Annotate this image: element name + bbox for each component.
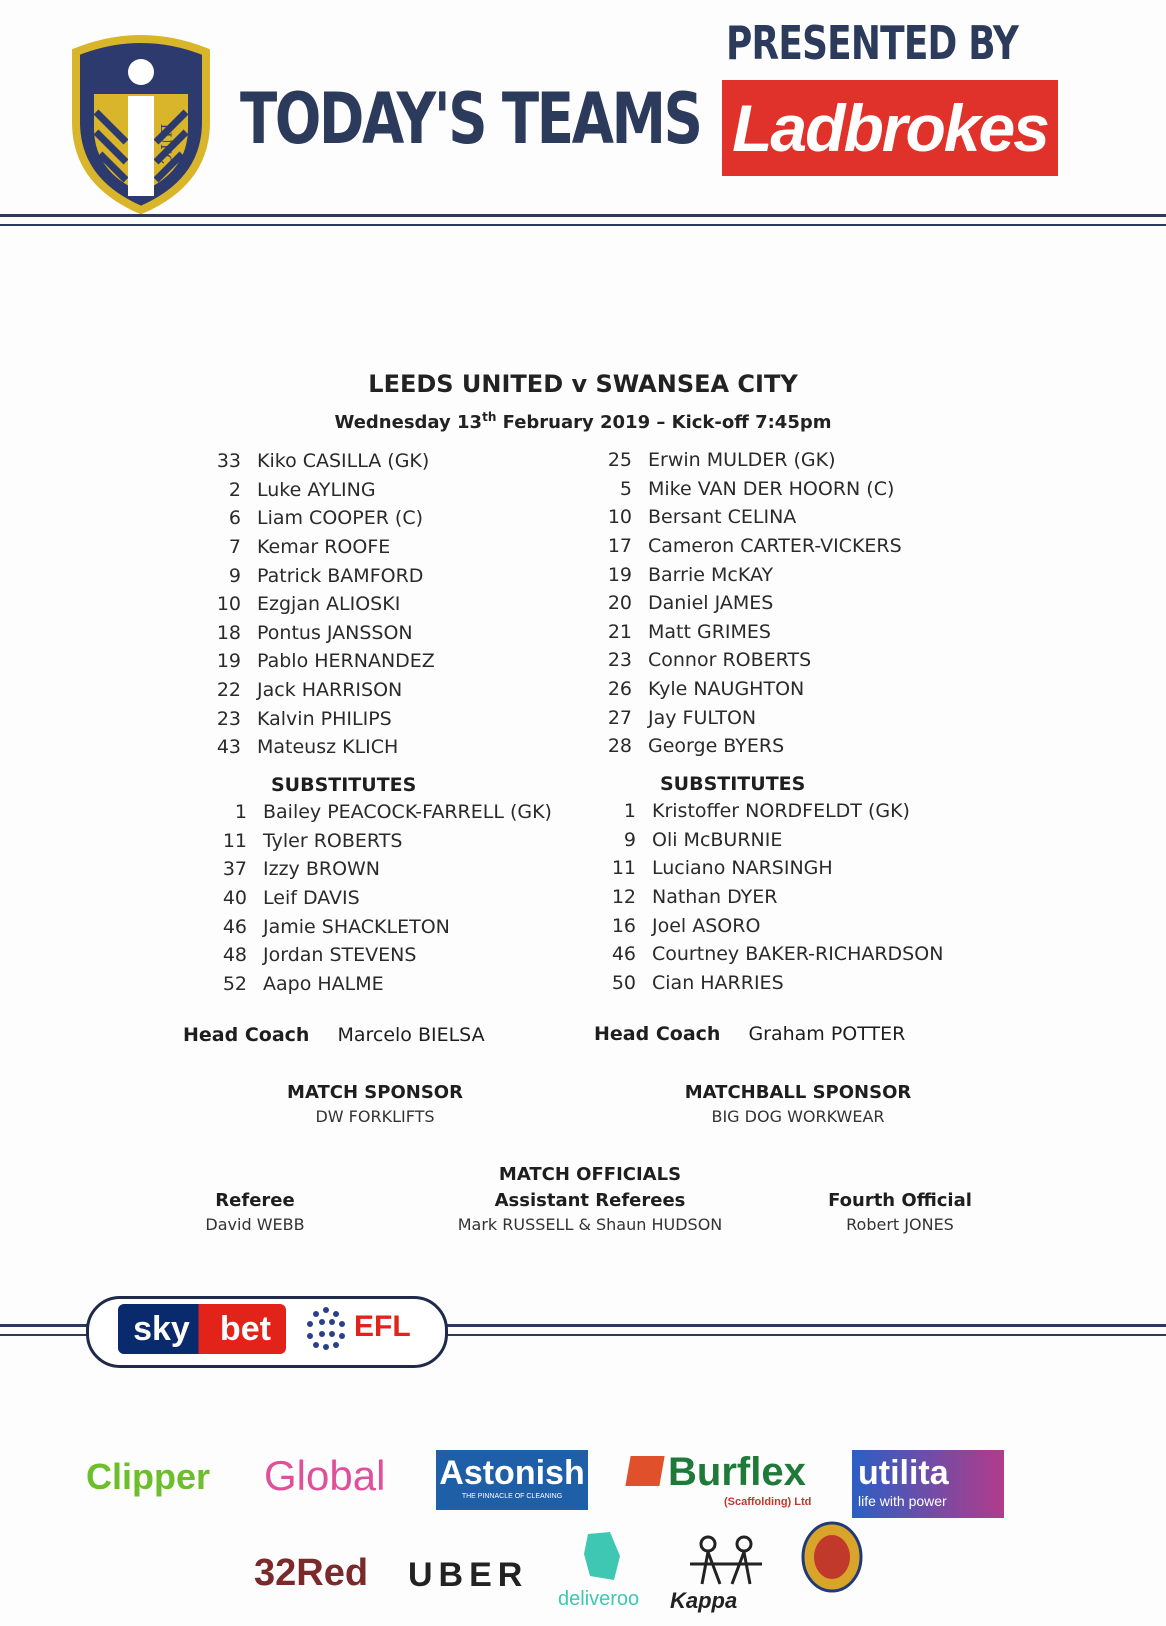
player-row: [205, 590, 625, 619]
officials-heading: MATCH OFFICIALS: [498, 1164, 682, 1185]
player-row: [596, 618, 1016, 647]
player-row: [600, 826, 1020, 855]
clipper-logo: Clipper: [86, 1456, 211, 1497]
player-row: [205, 676, 625, 705]
player-number: 48: [222, 944, 247, 967]
player-row: [596, 446, 1016, 475]
player-row: [205, 619, 625, 648]
efl-logo: EFL: [354, 1310, 411, 1343]
player-name: George BYERS: [648, 735, 785, 758]
player-number: 10: [216, 593, 241, 616]
player-row: [596, 503, 1016, 532]
player-name: Leif DAVIS: [263, 887, 360, 910]
player-name: Jay FULTON: [648, 706, 757, 729]
player-row: [211, 912, 631, 941]
player-name: Kiko CASILLA (GK): [257, 450, 430, 473]
player-name: Izzy BROWN: [263, 858, 381, 881]
player-number: 11: [611, 857, 636, 880]
player-row: [596, 475, 1016, 504]
kappa-figures-icon: [680, 1534, 772, 1586]
referee: Referee David WEBB: [205, 1190, 305, 1234]
player-name: Joel ASORO: [652, 914, 761, 937]
player-row: [596, 589, 1016, 618]
skybet-logo: sky bet: [118, 1304, 286, 1354]
player-row: [596, 532, 1016, 561]
deliveroo-logo: deliveroo: [558, 1588, 640, 1610]
away-coach: Head Coach Graham POTTER: [594, 1023, 906, 1045]
player-row: [596, 675, 1016, 704]
player-name: Bersant CELINA: [648, 506, 797, 529]
player-number: 21: [607, 620, 632, 643]
player-number: 7: [228, 536, 241, 559]
player-row: [600, 883, 1020, 912]
presented-by-label: PRESENTED BY: [726, 16, 1019, 70]
burflex-logo: Burflex: [668, 1450, 806, 1494]
player-name: Bailey PEACOCK-FARRELL (GK): [263, 801, 552, 824]
player-name: Ezgjan ALIOSKI: [257, 593, 401, 616]
player-number: 46: [611, 943, 636, 966]
player-name: Jordan STEVENS: [263, 944, 417, 967]
player-row: [205, 533, 625, 562]
player-row: [600, 797, 1020, 826]
player-number: 5: [619, 477, 632, 500]
uber-logo: UBER: [408, 1556, 529, 1594]
player-name: Daniel JAMES: [648, 592, 774, 615]
player-name: Oli McBURNIE: [652, 828, 783, 851]
player-number: 9: [623, 828, 636, 851]
page-title: TODAY'S TEAMS: [240, 78, 701, 160]
player-row: [205, 733, 625, 762]
player-name: Kemar ROOFE: [257, 536, 391, 559]
fourth-official: Fourth Official Robert JONES: [828, 1190, 972, 1234]
32red-logo: 32Red: [254, 1552, 369, 1594]
player-row: [205, 647, 625, 676]
player-number: 26: [607, 678, 632, 701]
player-row: [205, 561, 625, 590]
ladbrokes-logo: Ladbrokes: [722, 80, 1058, 176]
player-row: [600, 854, 1020, 883]
player-name: Kyle NAUGHTON: [648, 678, 805, 701]
footer-rule-right: [440, 1324, 1166, 1327]
global-logo: Global: [264, 1452, 386, 1499]
player-row: [205, 447, 625, 476]
player-name: Pontus JANSSON: [257, 621, 413, 644]
player-number: 6: [228, 507, 241, 530]
player-number: 1: [234, 801, 247, 824]
player-row: [205, 476, 625, 505]
player-name: Kristoffer NORDFELDT (GK): [652, 800, 910, 823]
footer-rule-right-2: [440, 1334, 1166, 1336]
burflex-icon: [625, 1456, 664, 1486]
player-number: 2: [228, 478, 241, 501]
player-number: 50: [611, 971, 636, 994]
player-name: Cian HARRIES: [652, 971, 784, 994]
header-rule-bottom: [0, 224, 1166, 226]
player-number: 33: [216, 450, 241, 473]
home-subs: [211, 798, 631, 998]
player-row: [211, 970, 631, 999]
assistant-referees: Assistant Referees Mark RUSSELL & Shaun HUDSON: [457, 1190, 723, 1234]
player-name: Tyler ROBERTS: [263, 829, 403, 852]
player-number: 11: [222, 829, 247, 852]
player-row: [211, 855, 631, 884]
player-row: [596, 703, 1016, 732]
player-row: [596, 560, 1016, 589]
astonish-logo: Astonish THE PINNACLE OF CLEANING: [436, 1450, 588, 1510]
player-number: 37: [222, 858, 247, 881]
player-row: [600, 969, 1020, 998]
burflex-tagline: (Scaffolding) Ltd: [724, 1496, 812, 1508]
deliveroo-kangaroo-icon: [580, 1530, 624, 1584]
player-number: 17: [607, 535, 632, 558]
player-name: Luciano NARSINGH: [652, 857, 833, 880]
player-name: Matt GRIMES: [648, 620, 771, 643]
player-number: 43: [216, 736, 241, 759]
player-row: [600, 911, 1020, 940]
match-title: LEEDS UNITED v SWANSEA CITY: [368, 370, 798, 398]
footer-rule-left: [0, 1324, 90, 1327]
player-name: Mateusz KLICH: [257, 736, 399, 759]
player-row: [211, 941, 631, 970]
player-name: Cameron CARTER-VICKERS: [648, 535, 902, 558]
player-number: 40: [222, 887, 247, 910]
player-number: 1: [623, 800, 636, 823]
home-subs-heading: SUBSTITUTES: [271, 774, 417, 796]
home-starters: [205, 447, 625, 762]
kappa-logo: Kappa: [670, 1588, 738, 1613]
utilita-logo: utilita life with power: [852, 1450, 1004, 1518]
player-number: 23: [216, 707, 241, 730]
player-name: Patrick BAMFORD: [257, 564, 424, 587]
player-name: Erwin MULDER (GK): [648, 449, 836, 472]
player-row: [596, 732, 1016, 761]
player-number: 22: [216, 679, 241, 702]
player-number: 20: [607, 592, 632, 615]
fosters-badge-icon: [800, 1520, 864, 1594]
match-date: Wednesday 13th February 2019 – Kick-off 7:45pm: [334, 410, 832, 433]
player-row: [600, 940, 1020, 969]
player-name: Mike VAN DER HOORN (C): [648, 477, 895, 500]
player-name: Jack HARRISON: [257, 679, 403, 702]
crest-letters: LUFC: [157, 123, 173, 165]
player-name: Liam COOPER (C): [257, 507, 424, 530]
player-row: [205, 504, 625, 533]
player-number: 18: [216, 621, 241, 644]
player-number: 9: [228, 564, 241, 587]
player-number: 25: [607, 449, 632, 472]
player-row: [211, 884, 631, 913]
player-name: Aapo HALME: [263, 972, 384, 995]
player-number: 10: [607, 506, 632, 529]
player-name: Nathan DYER: [652, 886, 778, 909]
header-rule-top: [0, 214, 1166, 217]
player-name: Barrie McKAY: [648, 563, 774, 586]
player-number: 52: [222, 972, 247, 995]
matchball-sponsor: MATCHBALL SPONSOR BIG DOG WORKWEAR: [684, 1082, 912, 1126]
player-row: [211, 827, 631, 856]
away-subs-heading: SUBSTITUTES: [660, 773, 806, 795]
player-number: 12: [611, 886, 636, 909]
footer-rule-left-2: [0, 1334, 90, 1336]
efl-ball-icon: [302, 1304, 350, 1354]
player-number: 28: [607, 735, 632, 758]
away-starters: [596, 446, 1016, 761]
player-name: Connor ROBERTS: [648, 649, 812, 672]
player-name: Kalvin PHILIPS: [257, 707, 392, 730]
player-number: 27: [607, 706, 632, 729]
player-name: Courtney BAKER-RICHARDSON: [652, 943, 944, 966]
player-name: Luke AYLING: [257, 478, 376, 501]
lufc-crest: [66, 32, 216, 216]
player-row: [205, 704, 625, 733]
player-number: 23: [607, 649, 632, 672]
player-number: 46: [222, 915, 247, 938]
home-coach: Head Coach Marcelo BIELSA: [183, 1024, 485, 1046]
away-subs: [600, 797, 1020, 997]
player-name: Pablo HERNANDEZ: [257, 650, 435, 673]
player-row: [211, 798, 631, 827]
player-name: Jamie SHACKLETON: [263, 915, 450, 938]
match-sponsor: MATCH SPONSOR DW FORKLIFTS: [287, 1082, 463, 1126]
player-number: 19: [607, 563, 632, 586]
player-row: [596, 646, 1016, 675]
player-number: 19: [216, 650, 241, 673]
player-number: 16: [611, 914, 636, 937]
